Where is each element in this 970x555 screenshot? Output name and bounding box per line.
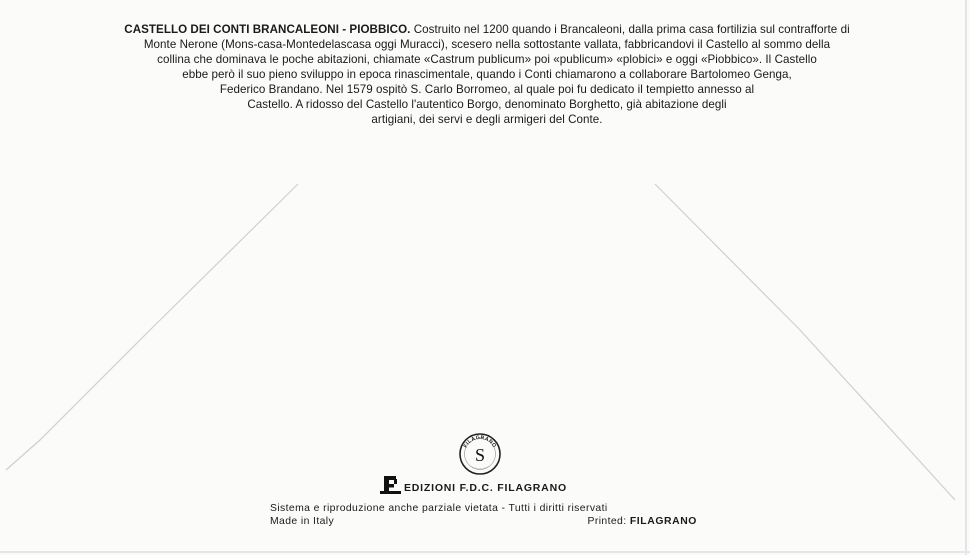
rights-notice (270, 503, 697, 527)
rights-footer (270, 516, 697, 527)
svg-text:FILAGRANO: FILAGRANO (462, 434, 498, 449)
right-flap-edge (655, 184, 955, 500)
description-line-6: Castello. A ridosso del Castello l'autentico Borgo, denominato Borghetto, già abitazione degli (247, 98, 727, 111)
printed-by (588, 516, 697, 527)
description-line-4: ebbe però il suo pieno sviluppo in epoca rinascimentale, quando i Conti chiamarono a collaborare Bartolomeo Genga, (182, 68, 792, 81)
printed-brand: FILAGRANO (629, 516, 697, 527)
description-line-2: Monte Nerone (Mons-casa-Montedelascasa oggi Muracci), scesero nella sottostante vallata, fabbricandovi il Castello al sommo della (143, 38, 831, 51)
left-flap-edge (6, 184, 298, 470)
filagrano-logo-icon (380, 474, 402, 496)
publisher-name: EDIZIONI F.D.C. FILAGRANO (404, 482, 567, 494)
svg-text:S: S (474, 445, 486, 465)
castle-title: CASTELLO DEI CONTI BRANCALEONI - PIOBBICO. (124, 23, 411, 36)
castle-description (92, 22, 882, 127)
description-line-7: artigiani, dei servi e degli armigeri del Conte. (371, 113, 603, 126)
description-line-5: Federico Brandano. Nel 1579 ospitò S. Carlo Borromeo, al quale poi fu dedicato il tempietto annesso al (219, 83, 755, 96)
description-line-3: collina che dominava le poche abitazioni, chiamate «Castrum publicum» poi «publicum» «plobici» e oggi «Piobbico». Il Castello (157, 53, 817, 66)
filagrano-seal-icon (458, 432, 502, 476)
publisher-mark (380, 474, 567, 496)
rights-text: Sistema e riproduzione anche parziale vietata - Tutti i diritti riservati (270, 503, 608, 514)
printed-label: Printed: (587, 516, 627, 527)
origin-text: Made in Italy (270, 516, 335, 527)
description-line-1 (92, 22, 882, 37)
description-text: Costruito nel 1200 quando i Brancaleoni, dalla prima casa fortilizia sul contrafforte di (413, 23, 850, 36)
